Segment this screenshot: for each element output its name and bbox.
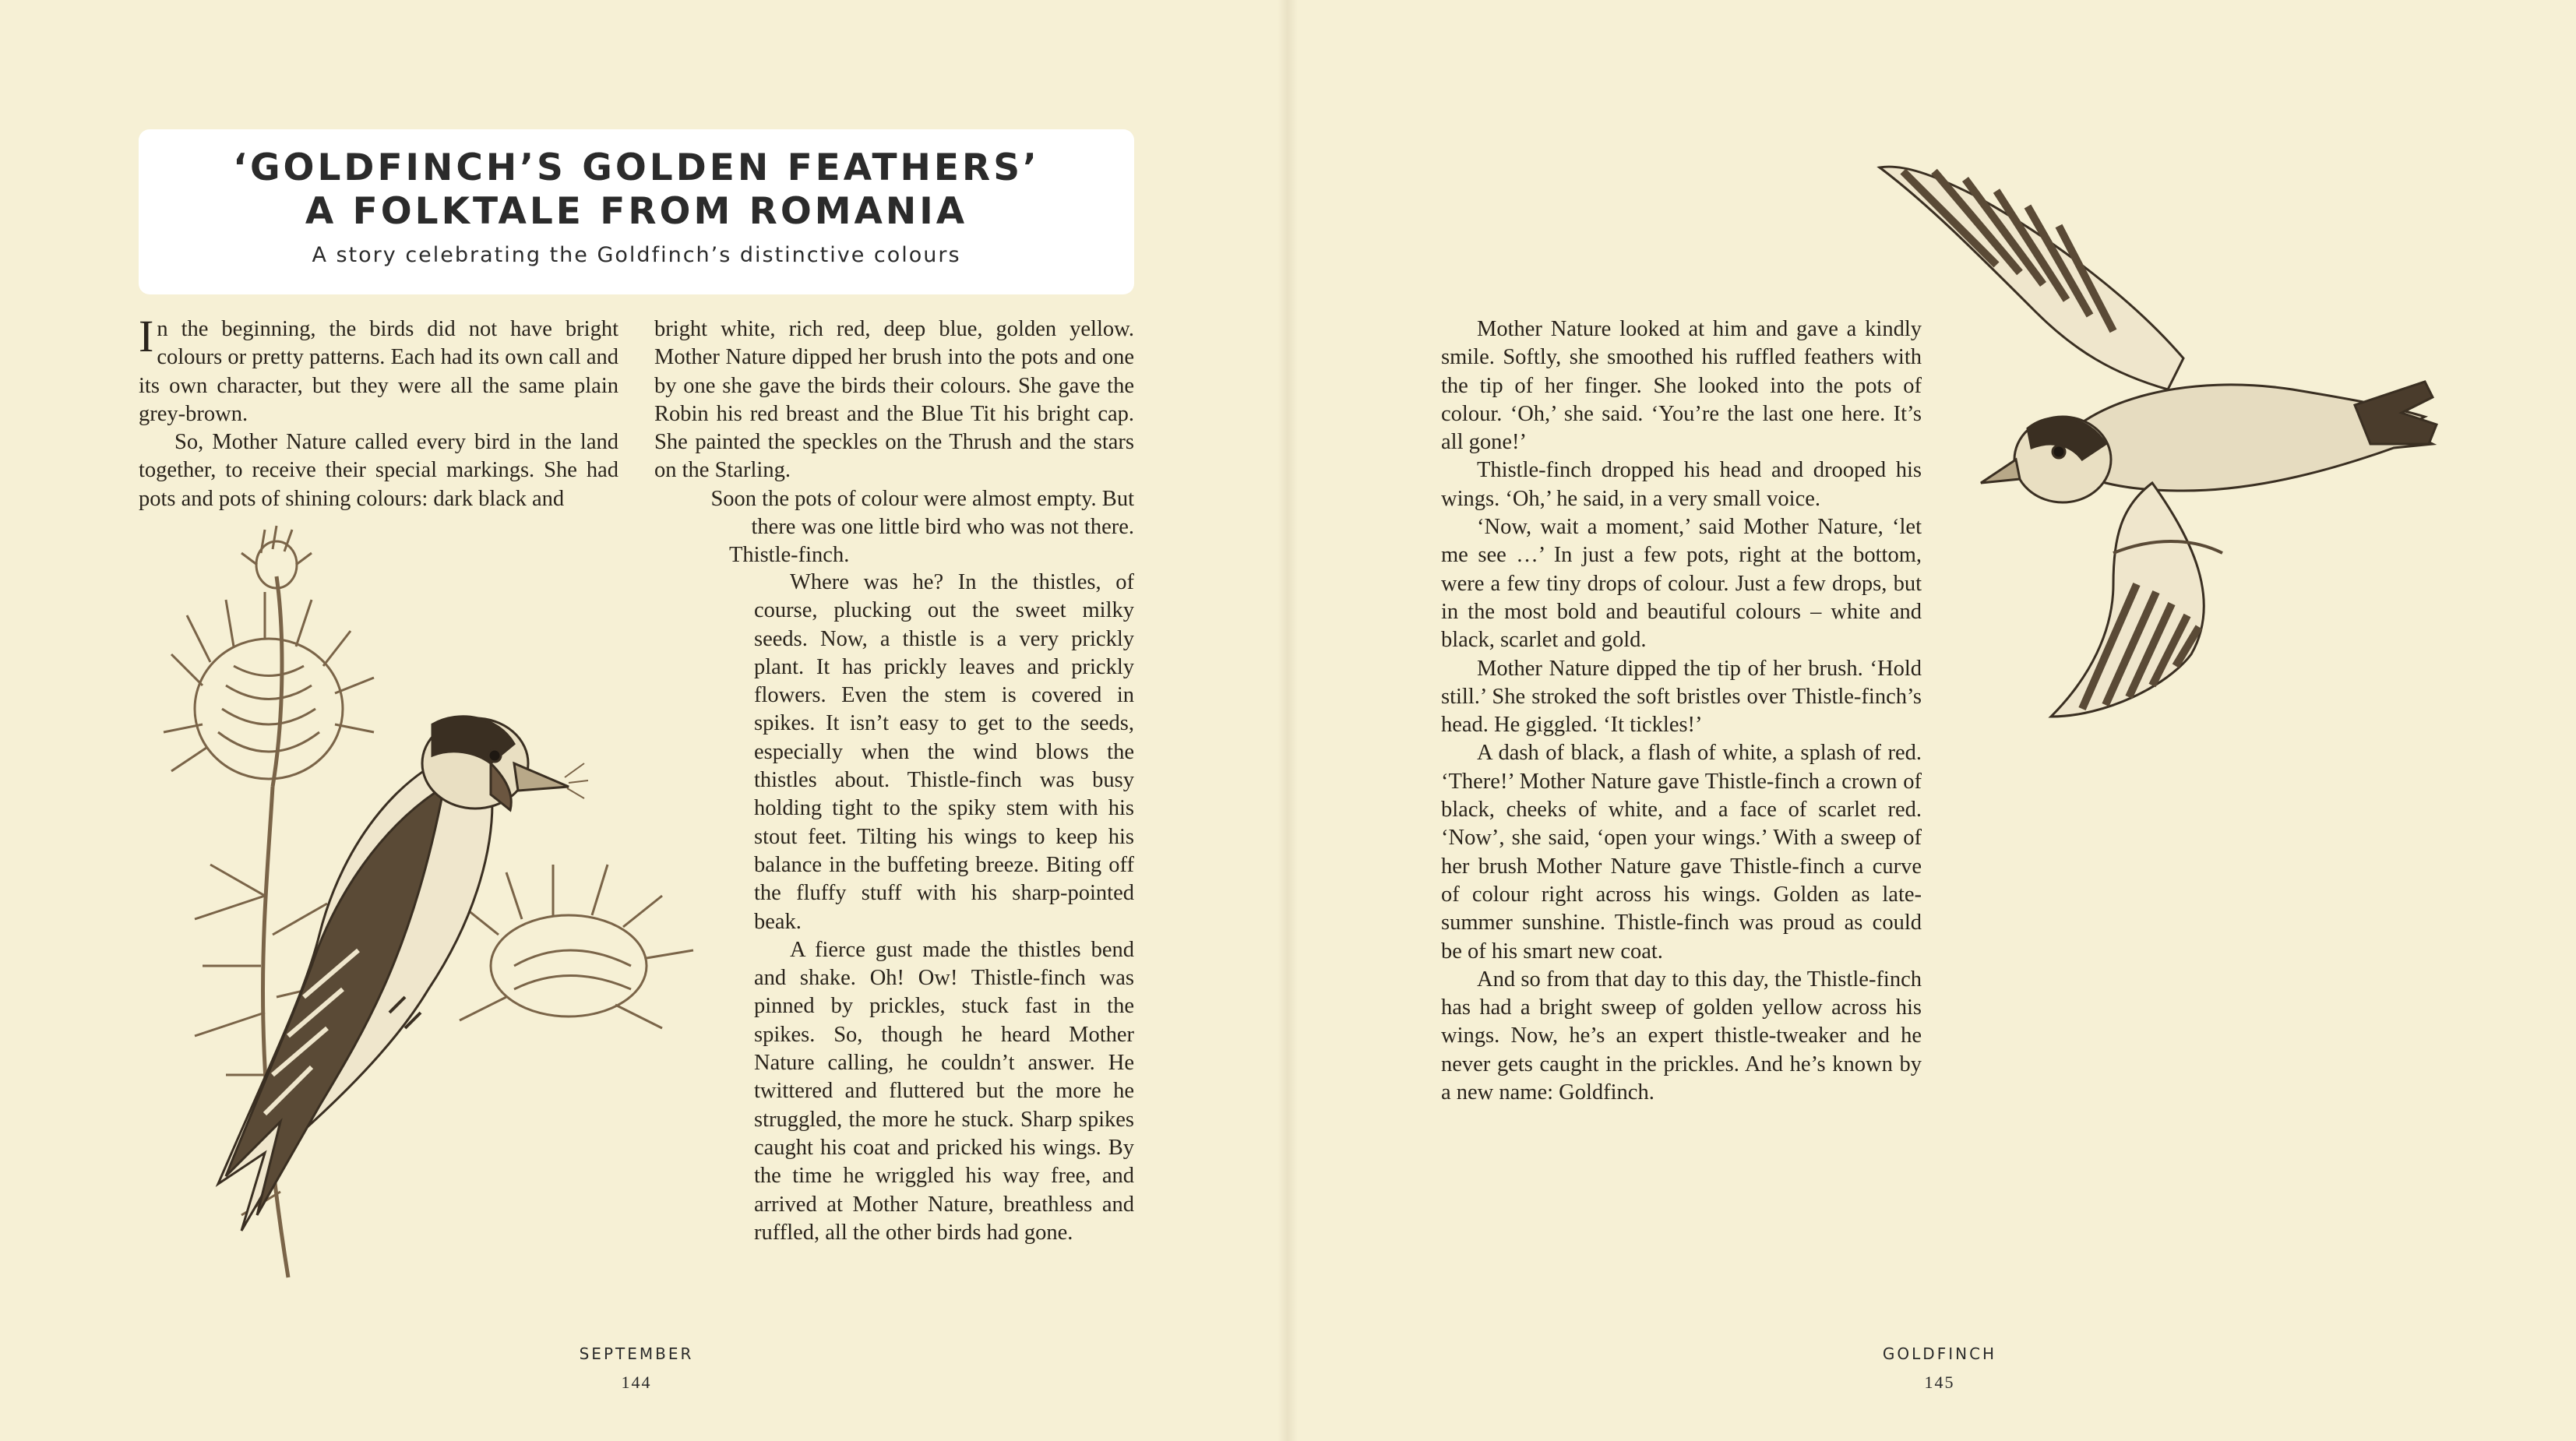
paragraph: ‘Now, wait a moment,’ said Mother Nature, ‘let me see …’ In just a few pots, right at the bottom, were a few tiny drops of colour. Just a few drops, but in the most bold and beautiful colours – white and black, scarlet and gold. — [1441, 515, 1922, 653]
paragraph: Mother Nature dipped the tip of her brush. ‘Hold still.’ She stroked the soft bristles over Thistle-finch’s head. He giggled. ‘It tickles!’ — [1441, 656, 1922, 738]
title-box — [139, 129, 1134, 294]
paragraph-text: n the beginning, the birds did not have bright colours or pretty patterns. Each had its own call and its own character, but they were all the same plain grey-brown. — [139, 317, 618, 426]
paragraph: And so from that day to this day, the Thistle-finch has had a bright sweep of golden yellow across his wings. Now, he’s an expert thistle-tweaker and he never gets caught in the prickles. And he’s known by a new name: Goldfinch. — [1441, 967, 1922, 1105]
paragraph: Where was he? In the thistles, of course, plucking out the sweet milky seeds. Now, a thistle is a very prickly plant. It has prickly leaves and prickly flowers. Even the stem is covered in spikes. It isn’t easy to get to the seeds, especially when the wind blows the thistles about. Thistle-finch was busy holding tight to the spiky stem with his stout feet. Tilting his wings to keep his balance in the buffeting breeze. Biting off the fluffy stuff with his sharp-pointed beak. — [754, 570, 1134, 934]
story-origin: A FOLKTALE FROM ROMANIA — [305, 190, 968, 233]
paragraph-line: Soon the pots of colour were almost empty. But — [710, 486, 1134, 511]
paragraph: So, Mother Nature called every bird in the land together, to receive their special markings. She had pots and pots of shining colours: dark black and — [139, 430, 618, 511]
drop-cap: I — [139, 311, 154, 361]
paragraph — [139, 311, 618, 428]
story-subtitle: A story celebrating the Goldfinch’s distinctive colours — [312, 243, 961, 267]
paragraph-line: there was one little bird who was not there. — [751, 515, 1134, 540]
paragraph: Mother Nature looked at him and gave a kindly smile. Softly, she smoothed his ruffled feathers with the tip of her finger. She looked into the pots of colour. ‘Oh,’ she said. ‘You’re the last one here. It’s all gone!’ — [1441, 317, 1922, 455]
page-number: 145 — [1924, 1372, 1955, 1392]
paragraph-line: Thistle-finch. — [729, 543, 850, 568]
paragraph: A fierce gust made the thistles bend and shake. Oh! Ow! Thistle-finch was pinned by prickles, stuck fast in the spikes. So, though he heard Mother Nature calling, he couldn’t answer. He twittered and fluttered but the more he struggled, the more he stuck. Sharp spikes caught his coat and pricked his wings. By the time he wriggled his way free, and arrived at Mother Nature, breathless and ruffled, all the other birds had gone. — [754, 937, 1134, 1245]
paragraph: bright white, rich red, deep blue, golden yellow. Mother Nature dipped her brush into the pots and one by one she gave the birds their colours. She gave the Robin his red breast and the Blue Tit his bright cap. She painted the speckles on the Thrush and the stars on the Starling. — [654, 317, 1134, 483]
footer-section-label: GOLDFINCH — [1882, 1344, 1997, 1363]
goldfinch-on-thistle-illustration — [148, 530, 740, 1293]
right-column — [1441, 315, 1922, 1107]
page-number: 144 — [621, 1372, 652, 1392]
left-column-2-lower — [754, 569, 1134, 1247]
paragraph: A dash of black, a flash of white, a splash of red. ‘There!’ Mother Nature gave Thistle-finch a crown of black, cheeks of white, and a face of scarlet red. ‘Now’, she said, ‘open your wings.’ With a sweep of her brush Mother Nature gave Thistle-finch a curve of colour right across his wings. Golden as late-summer sunshine. Thistle-finch was proud as could be of his smart new coat. — [1441, 741, 1922, 964]
right-page — [1288, 0, 2576, 1441]
paragraph: Thistle-finch dropped his head and drooped his wings. ‘Oh,’ he said, in a very small voice. — [1441, 458, 1922, 511]
footer-section-label: SEPTEMBER — [579, 1344, 694, 1363]
flying-goldfinch-illustration — [1856, 117, 2448, 724]
left-column-1 — [139, 311, 618, 513]
story-title: ‘GOLDFINCH’S GOLDEN FEATHERS’ — [233, 146, 1040, 189]
